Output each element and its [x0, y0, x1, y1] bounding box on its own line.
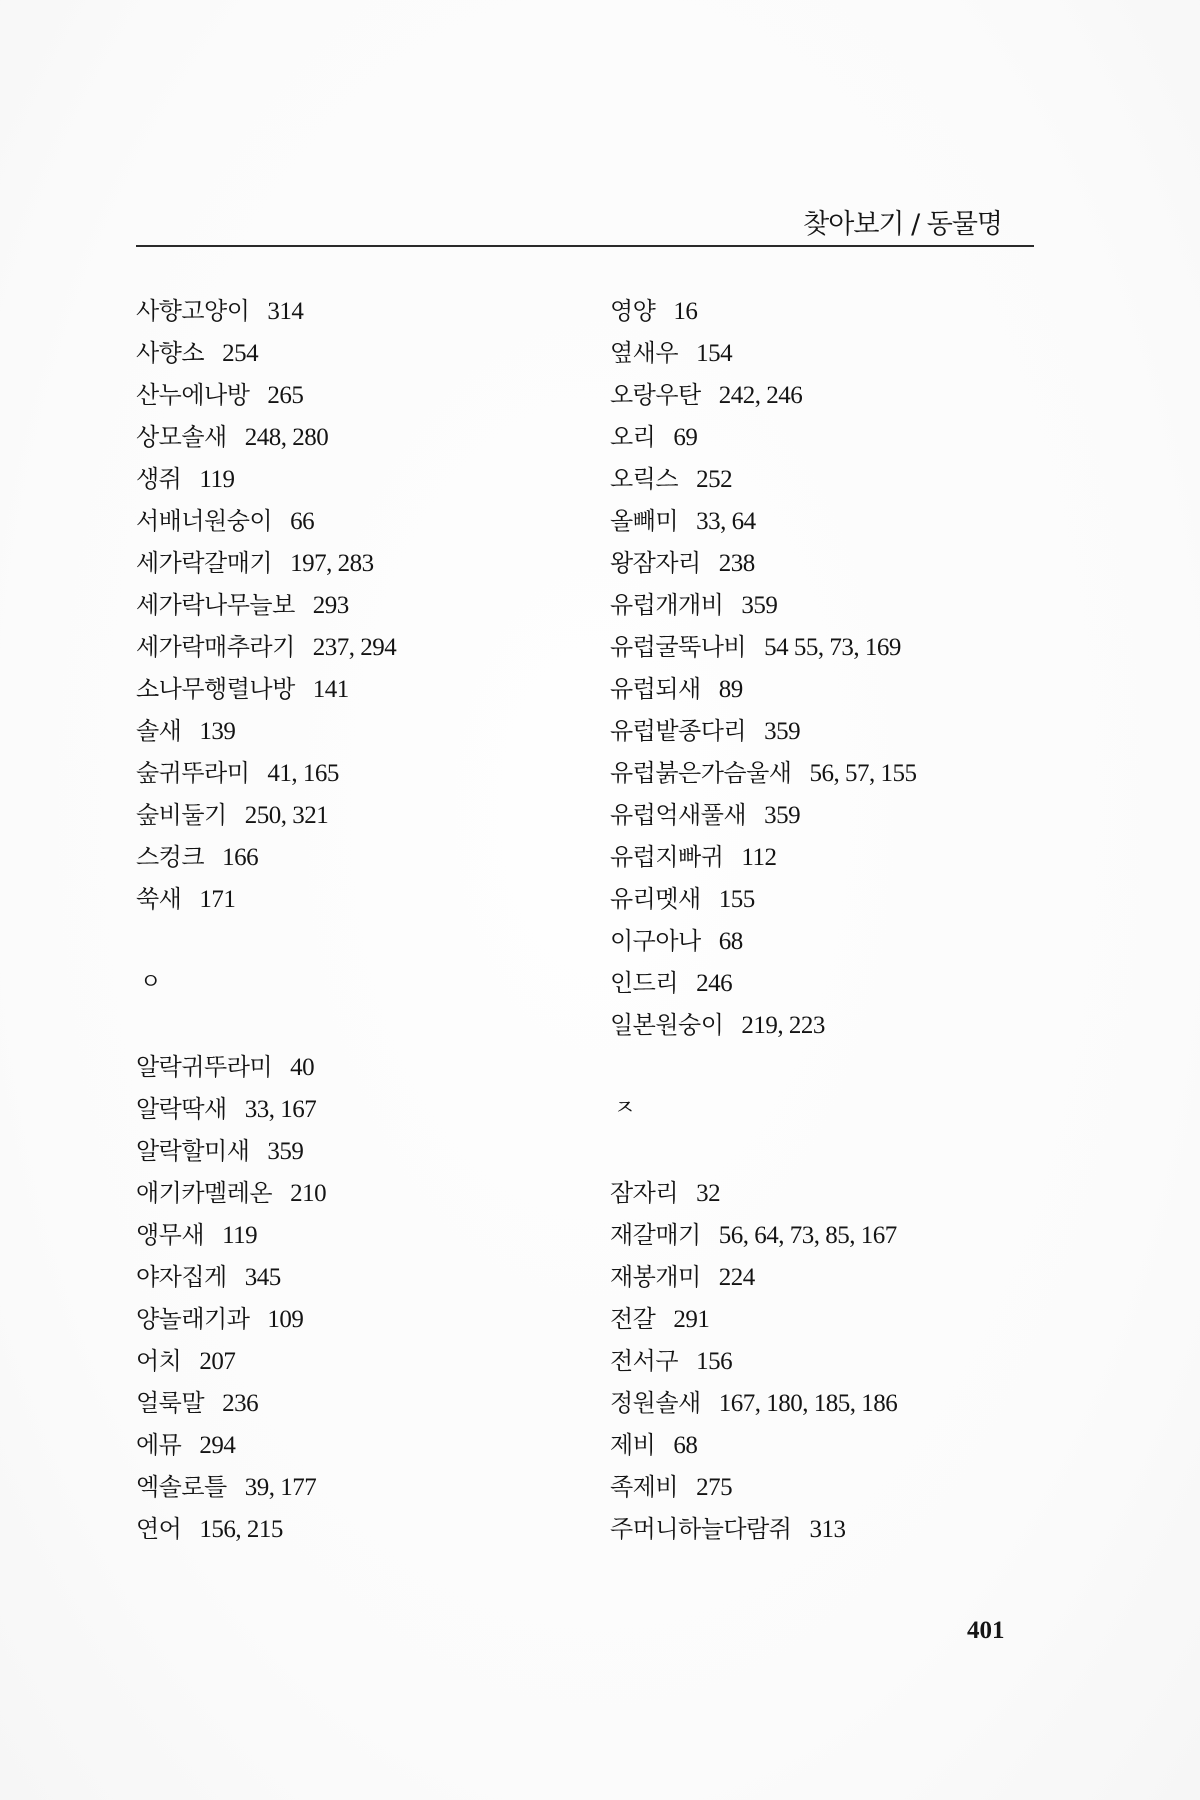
entry-pages: 238: [718, 550, 755, 577]
entry-term: 유럽밭종다리: [610, 717, 747, 745]
entry-term: 유럽개개비: [610, 591, 724, 619]
index-entry: [610, 1424, 1030, 1466]
entry-pages: 166: [222, 844, 259, 871]
index-entry: [136, 1130, 556, 1172]
entry-pages: 359: [741, 592, 778, 619]
entry-pages: 237, 294: [312, 634, 397, 661]
entry-term: 제비: [610, 1431, 656, 1459]
index-entry: [136, 290, 556, 332]
index-entry: [610, 962, 1030, 1004]
index-entry: [610, 836, 1030, 878]
index-entry: [610, 878, 1030, 920]
entry-term: 소나무행렬나방: [136, 675, 295, 703]
entry-pages: 68: [718, 928, 743, 955]
index-entry: [610, 1466, 1030, 1508]
index-entry: [610, 1508, 1030, 1550]
index-column-left: [136, 290, 556, 1550]
entry-term: 세가락매추라기: [136, 633, 295, 661]
entry-term: 세가락나무늘보: [136, 591, 295, 619]
entry-pages: 167, 180, 185, 186: [718, 1390, 898, 1417]
entry-term: 엑솔로틀: [136, 1473, 227, 1501]
index-entry: [136, 1256, 556, 1298]
entry-pages: 265: [267, 382, 304, 409]
entry-pages: 141: [312, 676, 349, 703]
entry-term: 상모솔새: [136, 423, 227, 451]
index-entry: [610, 1256, 1030, 1298]
entry-term: 숲비둘기: [136, 801, 227, 829]
index-entry: [136, 1508, 556, 1550]
entry-pages: 33, 167: [244, 1096, 317, 1123]
index-entry: [610, 584, 1030, 626]
spacer: [610, 1130, 1030, 1172]
index-entry: [136, 1046, 556, 1088]
index-entry: [610, 1172, 1030, 1214]
index-entry: [610, 1214, 1030, 1256]
index-entry: [136, 836, 556, 878]
entry-term: 쑥새: [136, 885, 182, 913]
entry-pages: 254: [222, 340, 259, 367]
entry-term: 오릭스: [610, 465, 679, 493]
spacer: [610, 1046, 1030, 1088]
index-entry: [610, 1340, 1030, 1382]
entry-term: 오리: [610, 423, 656, 451]
entry-pages: 112: [741, 844, 777, 871]
index-entry: [136, 710, 556, 752]
entry-term: 야자집게: [136, 1263, 227, 1291]
index-entry: [610, 1004, 1030, 1046]
entry-pages: 242, 246: [718, 382, 803, 409]
entry-term: 유럽되새: [610, 675, 701, 703]
entry-pages: 68: [673, 1432, 698, 1459]
entry-term: 숲귀뚜라미: [136, 759, 250, 787]
entry-term: 생쥐: [136, 465, 182, 493]
entry-pages: 119: [199, 466, 235, 493]
index-entry: [610, 752, 1030, 794]
entry-pages: 314: [267, 298, 304, 325]
entry-pages: 359: [267, 1138, 304, 1165]
entry-term: 알락할미새: [136, 1137, 250, 1165]
entry-pages: 291: [673, 1306, 710, 1333]
index-entry: [610, 668, 1030, 710]
entry-pages: 156: [696, 1348, 733, 1375]
index-entry: [136, 332, 556, 374]
entry-pages: 293: [312, 592, 349, 619]
spacer: [136, 920, 556, 962]
entry-term: 어치: [136, 1347, 182, 1375]
entry-term: 옆새우: [610, 339, 679, 367]
index-entry: [136, 1340, 556, 1382]
entry-term: 유럽억새풀새: [610, 801, 747, 829]
index-entry: [136, 416, 556, 458]
entry-term: 사향소: [136, 339, 205, 367]
index-entry: [136, 1298, 556, 1340]
entry-term: 족제비: [610, 1473, 679, 1501]
index-entry: [610, 920, 1030, 962]
index-entry: [136, 752, 556, 794]
entry-term: 왕잠자리: [610, 549, 701, 577]
entry-pages: 119: [222, 1222, 258, 1249]
entry-term: 연어: [136, 1515, 182, 1543]
entry-term: 올빼미: [610, 507, 679, 535]
header-rule: [136, 245, 1034, 247]
entry-pages: 33, 64: [696, 508, 756, 535]
entry-pages: 54 55, 73, 169: [764, 634, 901, 661]
entry-term: 유리멧새: [610, 885, 701, 913]
index-entry: [136, 626, 556, 668]
entry-pages: 109: [267, 1306, 304, 1333]
index-entry: [610, 290, 1030, 332]
entry-term: 솔새: [136, 717, 182, 745]
entry-pages: 248, 280: [244, 424, 329, 451]
index-entry: [136, 1466, 556, 1508]
index-entry: [610, 332, 1030, 374]
entry-pages: 171: [199, 886, 236, 913]
entry-pages: 39, 177: [244, 1474, 317, 1501]
index-entry: [136, 542, 556, 584]
entry-pages: 207: [199, 1348, 236, 1375]
entry-pages: 210: [290, 1180, 327, 1207]
entry-term: 알락귀뚜라미: [136, 1053, 273, 1081]
index-entry: [610, 1382, 1030, 1424]
entry-term: 유럽붉은가슴울새: [610, 759, 792, 787]
entry-pages: 275: [696, 1474, 733, 1501]
entry-pages: 219, 223: [741, 1012, 825, 1039]
entry-pages: 294: [199, 1432, 236, 1459]
index-entry: [136, 374, 556, 416]
entry-term: 전갈: [610, 1305, 656, 1333]
index-entry: [610, 710, 1030, 752]
index-entry: [610, 416, 1030, 458]
index-entry: [610, 626, 1030, 668]
index-entry: [136, 584, 556, 626]
entry-term: 인드리: [610, 969, 679, 997]
index-entry: [136, 500, 556, 542]
entry-pages: 69: [673, 424, 698, 451]
entry-term: 재갈매기: [610, 1221, 701, 1249]
entry-pages: 66: [290, 508, 315, 535]
entry-pages: 16: [673, 298, 698, 325]
entry-pages: 56, 64, 73, 85, 167: [718, 1222, 897, 1249]
entry-pages: 156, 215: [199, 1516, 283, 1543]
entry-pages: 252: [696, 466, 733, 493]
index-entry: [136, 668, 556, 710]
section-letter: ㅇ: [140, 970, 161, 995]
entry-pages: 345: [244, 1264, 281, 1291]
entry-pages: 154: [696, 340, 733, 367]
entry-term: 알락딱새: [136, 1095, 227, 1123]
entry-term: 세가락갈매기: [136, 549, 273, 577]
index-entry: [610, 458, 1030, 500]
entry-pages: 359: [764, 718, 801, 745]
index-entry: [136, 1382, 556, 1424]
entry-pages: 236: [222, 1390, 259, 1417]
running-header: 찾아보기 / 동물명: [803, 209, 1002, 240]
entry-pages: 246: [696, 970, 733, 997]
index-entry: [136, 1172, 556, 1214]
entry-pages: 359: [764, 802, 801, 829]
entry-term: 스컹크: [136, 843, 205, 871]
entry-pages: 89: [718, 676, 743, 703]
index-column-right: [610, 290, 1030, 1550]
entry-pages: 250, 321: [244, 802, 329, 829]
index-entry: [610, 794, 1030, 836]
index-entry: [136, 794, 556, 836]
entry-pages: 41, 165: [267, 760, 339, 787]
entry-term: 일본원숭이: [610, 1011, 724, 1039]
entry-term: 에뮤: [136, 1431, 182, 1459]
entry-term: 주머니하늘다람쥐: [610, 1515, 792, 1543]
entry-term: 앵무새: [136, 1221, 205, 1249]
entry-term: 재봉개미: [610, 1263, 701, 1291]
spacer: [136, 1004, 556, 1046]
entry-term: 영양: [610, 297, 656, 325]
entry-term: 유럽굴뚝나비: [610, 633, 747, 661]
entry-term: 얼룩말: [136, 1389, 205, 1417]
index-entry: [136, 878, 556, 920]
entry-pages: 32: [696, 1180, 721, 1207]
index-entry: [136, 1424, 556, 1466]
entry-term: 사향고양이: [136, 297, 250, 325]
entry-pages: 139: [199, 718, 236, 745]
entry-term: 이구아나: [610, 927, 701, 955]
index-entry: [136, 1214, 556, 1256]
entry-term: 잠자리: [610, 1179, 679, 1207]
entry-term: 전서구: [610, 1347, 679, 1375]
entry-pages: 313: [809, 1516, 846, 1543]
entry-term: 산누에나방: [136, 381, 250, 409]
section-letter: ㅈ: [614, 1096, 635, 1121]
index-entry: [610, 1298, 1030, 1340]
entry-pages: 40: [290, 1054, 315, 1081]
index-entry: [136, 1088, 556, 1130]
entry-term: 애기카멜레온: [136, 1179, 273, 1207]
entry-term: 서배너원숭이: [136, 507, 273, 535]
entry-term: 양놀래기과: [136, 1305, 250, 1333]
index-entry: [610, 542, 1030, 584]
entry-pages: 56, 57, 155: [809, 760, 917, 787]
index-entry: [610, 374, 1030, 416]
page-number: 401: [967, 1617, 1005, 1644]
entry-pages: 155: [718, 886, 755, 913]
index-entry: [610, 500, 1030, 542]
entry-term: 정원솔새: [610, 1389, 701, 1417]
entry-term: 유럽지빠귀: [610, 843, 724, 871]
index-entry: [136, 458, 556, 500]
entry-term: 오랑우탄: [610, 381, 701, 409]
entry-pages: 197, 283: [290, 550, 374, 577]
entry-pages: 224: [718, 1264, 755, 1291]
